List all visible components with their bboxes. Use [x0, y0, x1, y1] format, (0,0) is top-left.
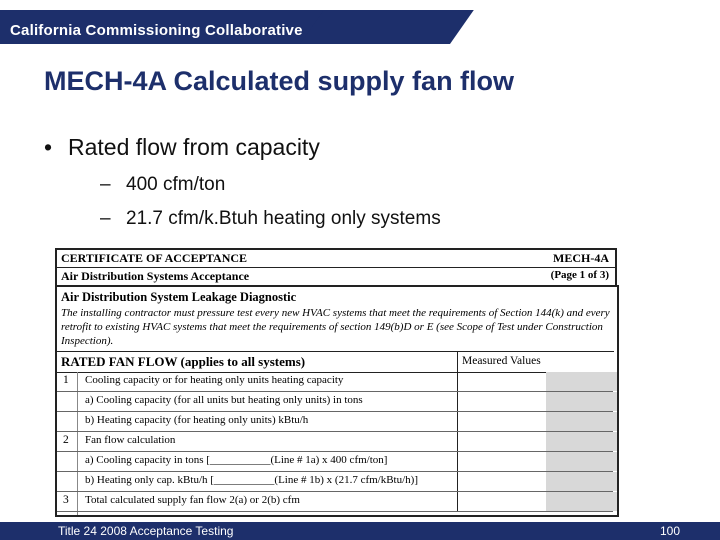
sub-bullet-text: 21.7 cfm/k.Btuh heating only systems [126, 208, 441, 229]
slide-number: 100 [659, 524, 680, 538]
certificate-title: CERTIFICATE OF ACCEPTANCE [61, 251, 248, 265]
certificate-title-row [57, 250, 615, 268]
row-text: Fan flow calculation [85, 434, 176, 446]
row-text: a) Cooling capacity in tons [___________(Line # 1a) x 400 cfm/ton] [85, 454, 388, 466]
table-row [57, 432, 613, 452]
header-banner [0, 0, 720, 46]
row-text: b) Heating only cap. kBtu/h [___________(Line # 1b) x (21.7 cfm/kBtu/h)] [85, 474, 418, 486]
form-table-header [57, 351, 457, 373]
measured-value-cell[interactable] [457, 452, 547, 471]
acceptance-form [55, 285, 619, 517]
table-row [57, 372, 613, 392]
measured-value-cell[interactable] [457, 472, 547, 491]
shaded-cell [546, 372, 617, 391]
shaded-cell [546, 412, 617, 431]
row-number: 1 [63, 374, 69, 386]
row-text: Cooling capacity or for heating only units heating capacity [85, 374, 344, 386]
measured-values-label: Measured Values [462, 355, 541, 367]
shaded-cell [546, 492, 617, 511]
row-text: Total calculated supply fan flow 2(a) or 2(b) cfm [85, 494, 300, 506]
sub-bullet-item [100, 208, 441, 230]
row-text: a) Cooling capacity (for all units but heating only units) in tons [85, 394, 363, 406]
certificate-subtitle: Air Distribution Systems Acceptance [61, 269, 250, 283]
table-row [57, 412, 613, 432]
measured-value-cell[interactable] [457, 432, 547, 451]
shaded-cell [546, 452, 617, 471]
footer-title: Title 24 2008 Acceptance Testing [58, 524, 234, 538]
table-row [57, 392, 613, 412]
form-section-title: Air Distribution System Leakage Diagnostic [61, 290, 297, 304]
measured-value-cell[interactable] [457, 392, 547, 411]
form-description: The installing contractor must pressure test every new HVAC systems that meet the requirements of Section 144(k) and every retrofit to existing HVAC systems that meet the requirements of section 149(b)D or E (see Scope of Test under Construction Inspection). [61, 307, 610, 347]
banner-tab [300, 10, 474, 44]
certificate-page: (Page 1 of 3) [550, 269, 609, 281]
table-row [57, 492, 613, 512]
row-text: b) Heating capacity (for heating only units) kBtu/h [85, 414, 309, 426]
bullet-marker: • [44, 134, 53, 160]
measured-value-cell[interactable] [457, 492, 547, 511]
shaded-cell [546, 392, 617, 411]
measured-values-header [457, 351, 614, 373]
shaded-cell [546, 472, 617, 491]
measured-value-cell[interactable] [457, 412, 547, 431]
organization-name: California Commissioning Collaborative [10, 22, 303, 39]
sub-bullet-item [100, 174, 225, 196]
certificate-header [55, 248, 617, 288]
row-number: 2 [63, 434, 69, 446]
bullet-item [44, 134, 320, 161]
bullet-text: Rated flow from capacity [68, 134, 320, 160]
row-number: 3 [63, 494, 69, 506]
measured-value-cell[interactable] [457, 372, 547, 391]
dash-marker: – [100, 208, 111, 229]
dash-marker: – [100, 174, 111, 195]
sub-bullet-text: 400 cfm/ton [126, 174, 226, 195]
footer-bar [0, 522, 720, 540]
table-row [57, 452, 613, 472]
rated-fan-flow-heading: RATED FAN FLOW (applies to all systems) [61, 354, 306, 369]
slide-title: MECH-4A Calculated supply fan flow [44, 66, 515, 96]
shaded-cell [546, 432, 617, 451]
certificate-code: MECH-4A [553, 251, 609, 265]
table-row [57, 472, 613, 492]
